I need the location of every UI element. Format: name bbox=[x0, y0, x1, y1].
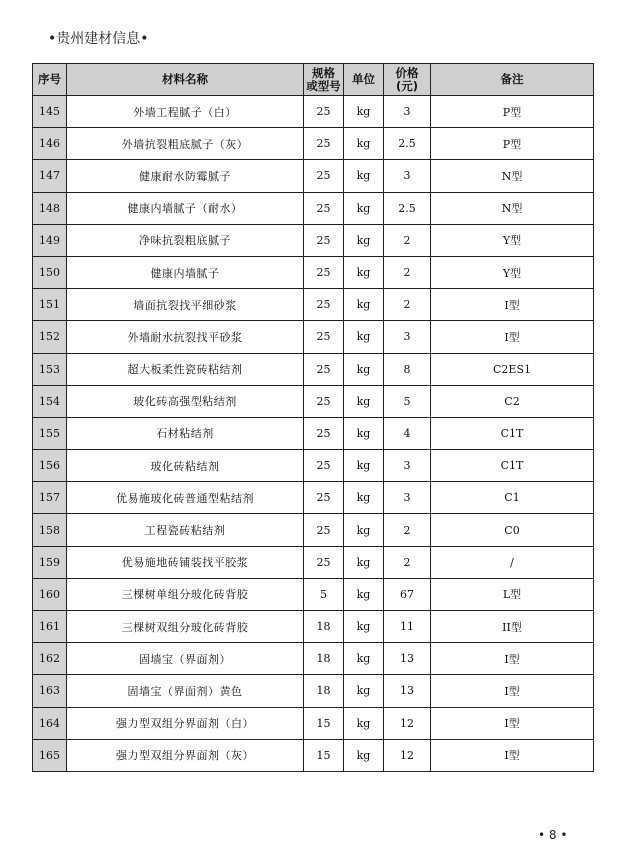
cell-material-name: 强力型双组分界面剂（灰） bbox=[67, 739, 304, 771]
cell-no: 146 bbox=[33, 128, 67, 160]
cell-price: 8 bbox=[384, 353, 431, 385]
cell-unit: kg bbox=[344, 192, 384, 224]
cell-unit: kg bbox=[344, 739, 384, 771]
table-row bbox=[33, 417, 594, 449]
cell-unit: kg bbox=[344, 385, 384, 417]
table-row bbox=[33, 128, 594, 160]
cell-no: 149 bbox=[33, 224, 67, 256]
table-row bbox=[33, 256, 594, 288]
table-row bbox=[33, 611, 594, 643]
cell-material-name: 强力型双组分界面剂（白） bbox=[67, 707, 304, 739]
cell-spec: 25 bbox=[304, 96, 344, 128]
cell-material-name: 工程瓷砖粘结剂 bbox=[67, 514, 304, 546]
cell-unit: kg bbox=[344, 578, 384, 610]
col-header-spec-line2: 或型号 bbox=[306, 78, 341, 93]
cell-spec: 5 bbox=[304, 578, 344, 610]
cell-remark: L型 bbox=[431, 578, 594, 610]
cell-material-name: 净味抗裂粗底腻子 bbox=[67, 224, 304, 256]
cell-price: 12 bbox=[384, 739, 431, 771]
cell-spec: 25 bbox=[304, 514, 344, 546]
cell-unit: kg bbox=[344, 321, 384, 353]
cell-price: 2.5 bbox=[384, 128, 431, 160]
cell-no: 150 bbox=[33, 256, 67, 288]
cell-no: 163 bbox=[33, 675, 67, 707]
col-header-unit: 单位 bbox=[344, 64, 384, 96]
col-header-price-line2: (元) bbox=[395, 78, 418, 93]
col-header-no: 序号 bbox=[33, 64, 67, 96]
table-row bbox=[33, 385, 594, 417]
cell-material-name: 健康内墙腻子 bbox=[67, 256, 304, 288]
cell-remark: Y型 bbox=[431, 224, 594, 256]
cell-no: 162 bbox=[33, 643, 67, 675]
cell-spec: 25 bbox=[304, 417, 344, 449]
table-row bbox=[33, 643, 594, 675]
cell-no: 152 bbox=[33, 321, 67, 353]
cell-price: 3 bbox=[384, 321, 431, 353]
cell-price: 2 bbox=[384, 514, 431, 546]
cell-unit: kg bbox=[344, 417, 384, 449]
cell-material-name: 三棵树单组分玻化砖背胶 bbox=[67, 578, 304, 610]
cell-price: 2 bbox=[384, 289, 431, 321]
cell-spec: 18 bbox=[304, 675, 344, 707]
cell-no: 165 bbox=[33, 739, 67, 771]
cell-remark: I型 bbox=[431, 321, 594, 353]
cell-price: 2.5 bbox=[384, 192, 431, 224]
cell-unit: kg bbox=[344, 256, 384, 288]
cell-spec: 25 bbox=[304, 546, 344, 578]
cell-material-name: 玻化砖高强型粘结剂 bbox=[67, 385, 304, 417]
cell-material-name: 墙面抗裂找平细砂浆 bbox=[67, 289, 304, 321]
cell-spec: 25 bbox=[304, 160, 344, 192]
cell-material-name: 优易施玻化砖普通型粘结剂 bbox=[67, 482, 304, 514]
cell-remark: I型 bbox=[431, 289, 594, 321]
cell-price: 11 bbox=[384, 611, 431, 643]
page-header: •贵州建材信息• bbox=[48, 31, 149, 47]
table-row bbox=[33, 450, 594, 482]
cell-material-name: 固墙宝（界面剂） bbox=[67, 643, 304, 675]
cell-material-name: 外墙耐水抗裂找平砂浆 bbox=[67, 321, 304, 353]
col-header-price bbox=[384, 64, 431, 96]
cell-no: 160 bbox=[33, 578, 67, 610]
cell-spec: 25 bbox=[304, 353, 344, 385]
table-row bbox=[33, 192, 594, 224]
table-row bbox=[33, 739, 594, 771]
cell-material-name: 固墙宝（界面剂）黄色 bbox=[67, 675, 304, 707]
col-header-price-line1: 价格 bbox=[395, 65, 419, 80]
cell-spec: 25 bbox=[304, 256, 344, 288]
page-number: • 8 • bbox=[538, 828, 568, 842]
cell-spec: 18 bbox=[304, 611, 344, 643]
col-header-spec-line1: 规格 bbox=[312, 65, 335, 80]
cell-spec: 25 bbox=[304, 385, 344, 417]
cell-unit: kg bbox=[344, 611, 384, 643]
cell-price: 4 bbox=[384, 417, 431, 449]
table-row bbox=[33, 224, 594, 256]
cell-remark: I型 bbox=[431, 707, 594, 739]
table-body bbox=[33, 96, 594, 772]
cell-spec: 15 bbox=[304, 707, 344, 739]
cell-material-name: 玻化砖粘结剂 bbox=[67, 450, 304, 482]
cell-no: 155 bbox=[33, 417, 67, 449]
cell-unit: kg bbox=[344, 289, 384, 321]
cell-material-name: 优易施地砖铺装找平胶浆 bbox=[67, 546, 304, 578]
cell-price: 13 bbox=[384, 643, 431, 675]
table-row bbox=[33, 546, 594, 578]
cell-price: 2 bbox=[384, 546, 431, 578]
cell-remark: N型 bbox=[431, 192, 594, 224]
table-row bbox=[33, 514, 594, 546]
cell-no: 158 bbox=[33, 514, 67, 546]
cell-remark: N型 bbox=[431, 160, 594, 192]
table-row bbox=[33, 482, 594, 514]
cell-material-name: 外墙抗裂粗底腻子（灰） bbox=[67, 128, 304, 160]
cell-remark: C1 bbox=[431, 482, 594, 514]
cell-price: 3 bbox=[384, 160, 431, 192]
cell-unit: kg bbox=[344, 546, 384, 578]
cell-material-name: 超大板柔性瓷砖粘结剂 bbox=[67, 353, 304, 385]
cell-unit: kg bbox=[344, 353, 384, 385]
cell-remark: / bbox=[431, 546, 594, 578]
cell-unit: kg bbox=[344, 514, 384, 546]
cell-spec: 25 bbox=[304, 482, 344, 514]
cell-spec: 25 bbox=[304, 321, 344, 353]
cell-price: 3 bbox=[384, 482, 431, 514]
cell-unit: kg bbox=[344, 675, 384, 707]
cell-remark: C1T bbox=[431, 450, 594, 482]
cell-material-name: 健康内墙腻子（耐水） bbox=[67, 192, 304, 224]
col-header-spec bbox=[304, 64, 344, 96]
cell-no: 153 bbox=[33, 353, 67, 385]
table-row bbox=[33, 353, 594, 385]
cell-remark: C1T bbox=[431, 417, 594, 449]
cell-remark: P型 bbox=[431, 96, 594, 128]
cell-no: 164 bbox=[33, 707, 67, 739]
cell-no: 154 bbox=[33, 385, 67, 417]
col-header-remark: 备注 bbox=[431, 64, 594, 96]
cell-unit: kg bbox=[344, 450, 384, 482]
cell-no: 157 bbox=[33, 482, 67, 514]
cell-remark: C0 bbox=[431, 514, 594, 546]
cell-unit: kg bbox=[344, 160, 384, 192]
cell-remark: I型 bbox=[431, 739, 594, 771]
cell-remark: I型 bbox=[431, 643, 594, 675]
cell-no: 147 bbox=[33, 160, 67, 192]
cell-unit: kg bbox=[344, 707, 384, 739]
cell-price: 2 bbox=[384, 224, 431, 256]
cell-material-name: 三棵树双组分玻化砖背胶 bbox=[67, 611, 304, 643]
cell-spec: 25 bbox=[304, 192, 344, 224]
cell-remark: Y型 bbox=[431, 256, 594, 288]
cell-remark: C2ES1 bbox=[431, 353, 594, 385]
table-row bbox=[33, 675, 594, 707]
cell-spec: 15 bbox=[304, 739, 344, 771]
cell-price: 5 bbox=[384, 385, 431, 417]
cell-spec: 25 bbox=[304, 128, 344, 160]
table-header-row bbox=[33, 64, 594, 96]
table-row bbox=[33, 707, 594, 739]
cell-unit: kg bbox=[344, 482, 384, 514]
cell-no: 161 bbox=[33, 611, 67, 643]
cell-remark: II型 bbox=[431, 611, 594, 643]
cell-price: 67 bbox=[384, 578, 431, 610]
cell-remark: C2 bbox=[431, 385, 594, 417]
cell-spec: 25 bbox=[304, 224, 344, 256]
table-row bbox=[33, 96, 594, 128]
col-header-name: 材料名称 bbox=[67, 64, 304, 96]
table-row bbox=[33, 578, 594, 610]
cell-no: 148 bbox=[33, 192, 67, 224]
cell-material-name: 石材粘结剂 bbox=[67, 417, 304, 449]
cell-material-name: 健康耐水防霉腻子 bbox=[67, 160, 304, 192]
table-row bbox=[33, 289, 594, 321]
cell-price: 3 bbox=[384, 96, 431, 128]
cell-unit: kg bbox=[344, 96, 384, 128]
table-row bbox=[33, 321, 594, 353]
cell-remark: P型 bbox=[431, 128, 594, 160]
cell-spec: 18 bbox=[304, 643, 344, 675]
cell-spec: 25 bbox=[304, 289, 344, 321]
cell-price: 2 bbox=[384, 256, 431, 288]
cell-price: 3 bbox=[384, 450, 431, 482]
cell-unit: kg bbox=[344, 128, 384, 160]
cell-price: 13 bbox=[384, 675, 431, 707]
table-row bbox=[33, 160, 594, 192]
cell-no: 159 bbox=[33, 546, 67, 578]
cell-material-name: 外墙工程腻子（白） bbox=[67, 96, 304, 128]
cell-price: 12 bbox=[384, 707, 431, 739]
cell-unit: kg bbox=[344, 224, 384, 256]
cell-remark: I型 bbox=[431, 675, 594, 707]
cell-unit: kg bbox=[344, 643, 384, 675]
price-table bbox=[32, 63, 594, 772]
cell-no: 151 bbox=[33, 289, 67, 321]
cell-no: 145 bbox=[33, 96, 67, 128]
cell-spec: 25 bbox=[304, 450, 344, 482]
cell-no: 156 bbox=[33, 450, 67, 482]
